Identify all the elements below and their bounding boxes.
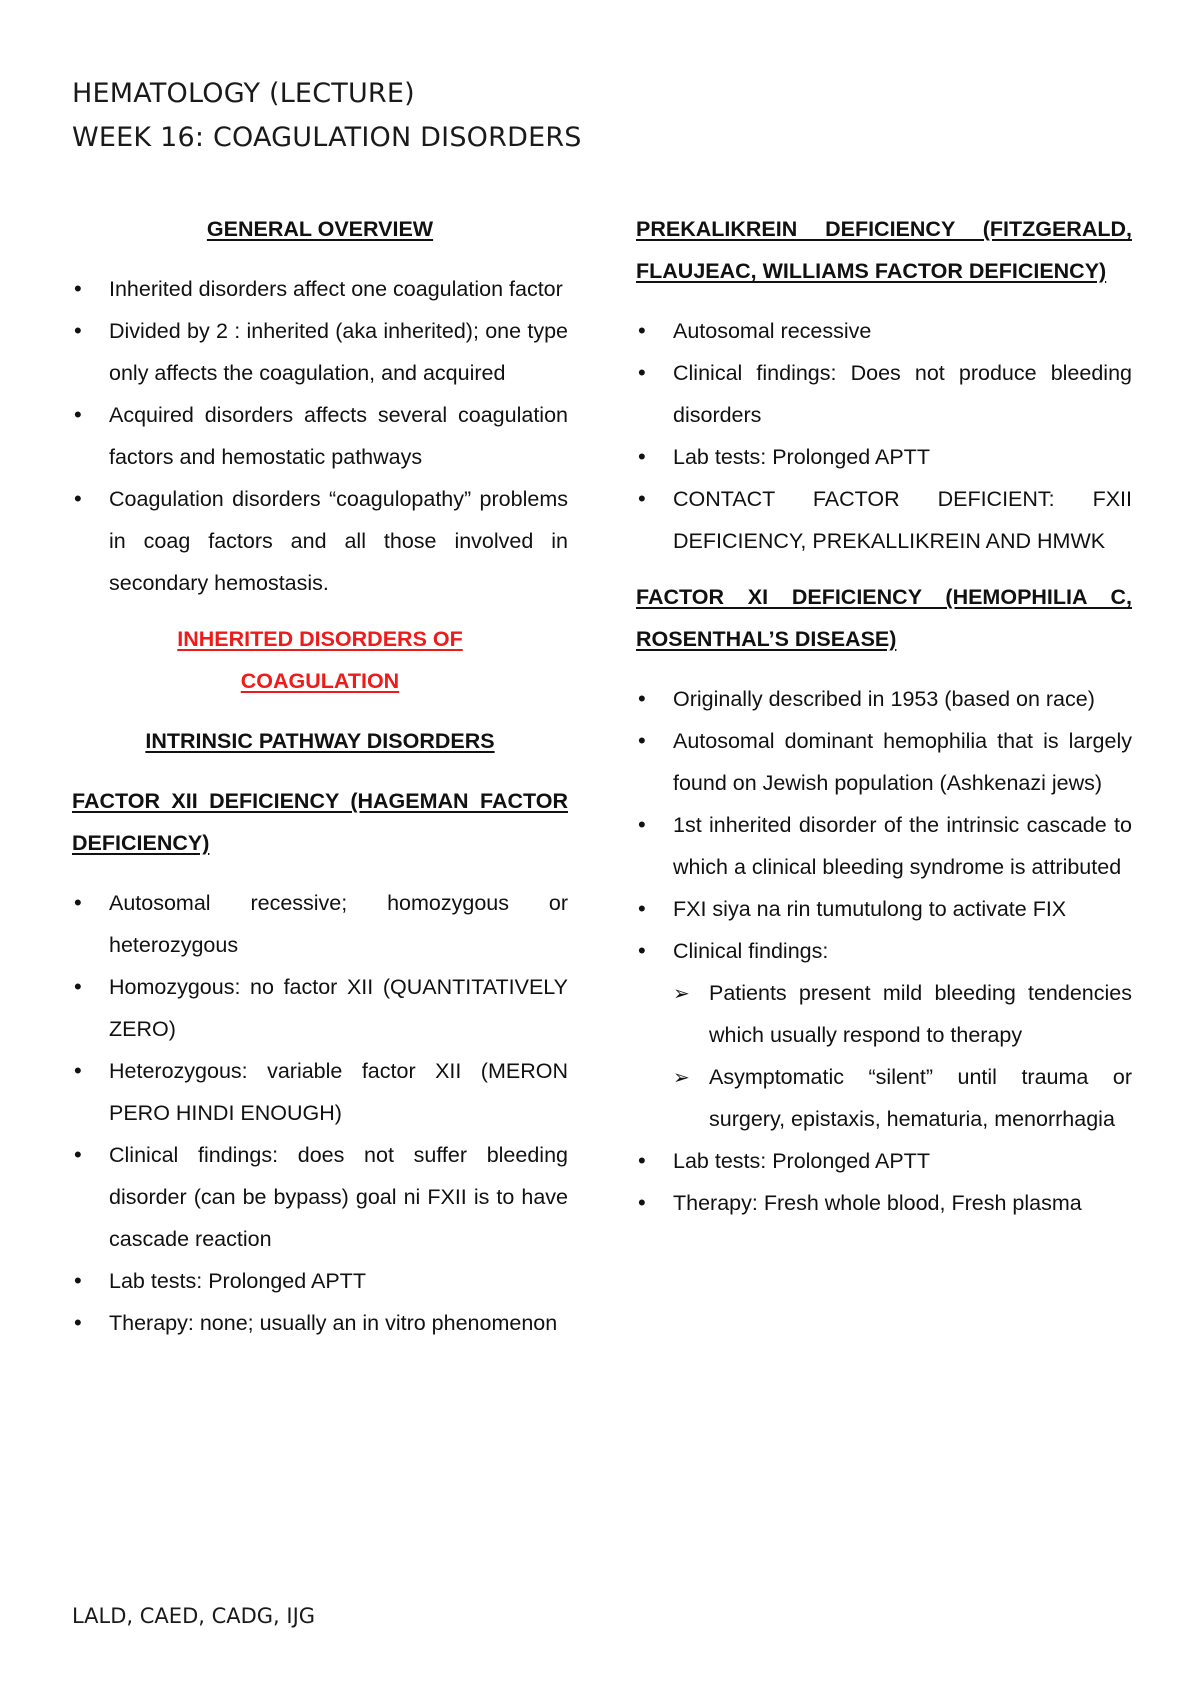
list-item [636, 930, 1132, 1140]
list-item: • Coagulation disorders “coagulopathy” problems in coag factors and all those involved in secondary hemostasis. [72, 478, 568, 604]
right-column [636, 208, 1132, 1238]
factor-xi-heading: FACTOR XI DEFICIENCY (HEMOPHILIA C, ROSENTHAL’S DISEASE) [636, 585, 1132, 651]
list-item: • Inherited disorders affect one coagulation factor [72, 268, 568, 310]
list-item: • FXI siya na rin tumutulong to activate FIX [636, 888, 1132, 930]
sub-list-item: ➢ Patients present mild bleeding tendencies which usually respond to therapy [673, 972, 1132, 1056]
list-item: • Originally described in 1953 (based on race) [636, 678, 1132, 720]
list-item: • Clinical findings: does not suffer bleeding disorder (can be bypass) goal ni FXII is to have cascade reaction [72, 1134, 568, 1260]
course-title: HEMATOLOGY (LECTURE) [72, 78, 415, 109]
clinical-findings-sublist [673, 972, 1132, 1140]
factor-xii-heading: FACTOR XII DEFICIENCY (HAGEMAN FACTOR DEFICIENCY) [72, 789, 568, 855]
week-title: WEEK 16: COAGULATION DISORDERS [72, 122, 582, 153]
list-item: • Homozygous: no factor XII (QUANTITATIVELY ZERO) [72, 966, 568, 1050]
clinical-findings-label: Clinical findings: [673, 939, 829, 963]
list-item: • CONTACT FACTOR DEFICIENT: FXII DEFICIENCY, PREKALLIKREIN AND HMWK [636, 478, 1132, 562]
list-item: • Autosomal recessive; homozygous or heterozygous [72, 882, 568, 966]
list-item: • Divided by 2 : inherited (aka inherited); one type only affects the coagulation, and acquired [72, 310, 568, 394]
list-item: • Therapy: Fresh whole blood, Fresh plasma [636, 1182, 1132, 1224]
inherited-disorders-heading: INHERITED DISORDERS OF COAGULATION [177, 627, 463, 693]
list-item: • Lab tests: Prolonged APTT [72, 1260, 568, 1302]
list-item: • Acquired disorders affects several coagulation factors and hemostatic pathways [72, 394, 568, 478]
general-overview-heading: GENERAL OVERVIEW [206, 217, 434, 241]
footer-authors: LALD, CAED, CADG, IJG [72, 1604, 316, 1628]
list-item: • Therapy: none; usually an in vitro phenomenon [72, 1302, 568, 1344]
list-item: • Clinical findings: Does not produce bleeding disorders [636, 352, 1132, 436]
list-item: • Lab tests: Prolonged APTT [636, 436, 1132, 478]
general-overview-list [72, 268, 568, 604]
factor-xi-list [636, 678, 1132, 1224]
factor-xii-list [72, 882, 568, 1344]
list-item: • Autosomal recessive [636, 310, 1132, 352]
document-header [72, 72, 582, 160]
intrinsic-pathway-heading: INTRINSIC PATHWAY DISORDERS [145, 729, 495, 753]
prekalikrein-list [636, 310, 1132, 562]
list-item: • Lab tests: Prolonged APTT [636, 1140, 1132, 1182]
prekalikrein-heading: PREKALIKREIN DEFICIENCY (FITZGERALD, FLAUJEAC, WILLIAMS FACTOR DEFICIENCY) [636, 217, 1132, 283]
sub-list-item: ➢ Asymptomatic “silent” until trauma or surgery, epistaxis, hematuria, menorrhagia [673, 1056, 1132, 1140]
list-item: • Heterozygous: variable factor XII (MERON PERO HINDI ENOUGH) [72, 1050, 568, 1134]
list-item: • Autosomal dominant hemophilia that is largely found on Jewish population (Ashkenazi jews) [636, 720, 1132, 804]
left-column [72, 208, 568, 1358]
list-item: • 1st inherited disorder of the intrinsic cascade to which a clinical bleeding syndrome is attributed [636, 804, 1132, 888]
